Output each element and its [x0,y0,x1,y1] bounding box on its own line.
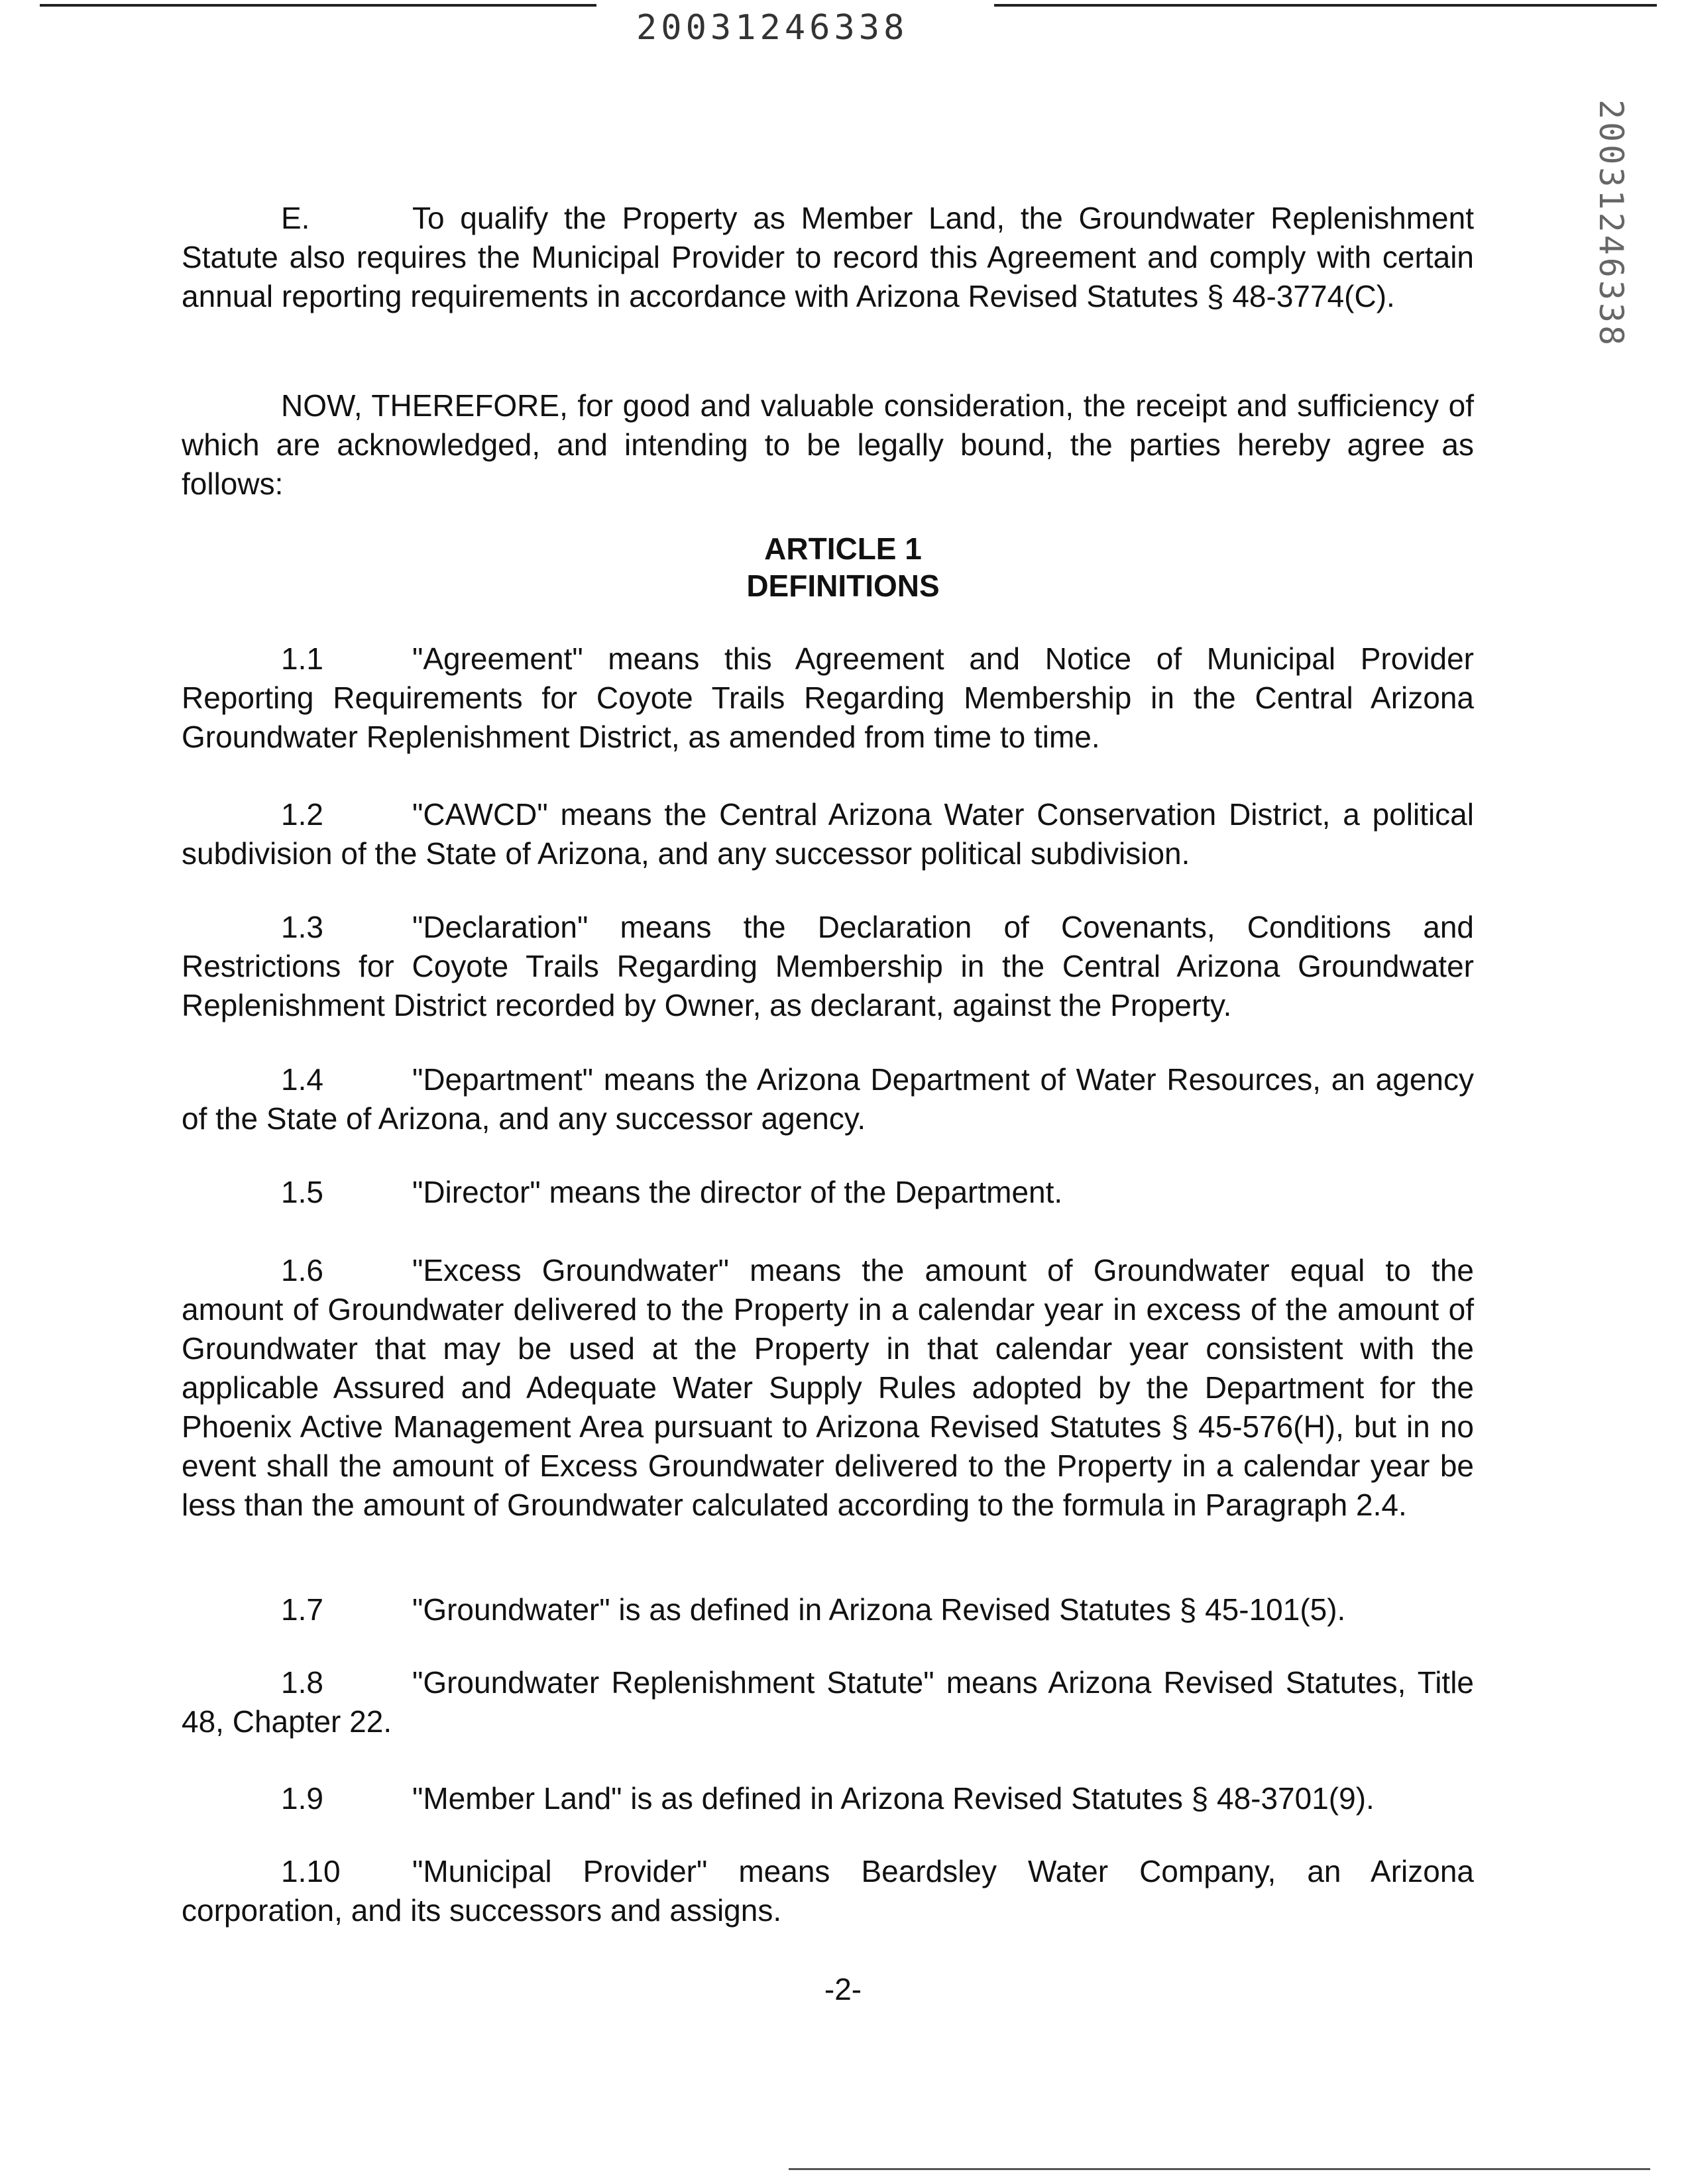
definition-1-8 [182,1663,1474,1741]
definition-text: "Member Land" is as defined in Arizona Revised Statutes § 48-3701(9). [412,1781,1375,1816]
document-number: 20031246338 [636,8,909,48]
definition-1-6 [182,1251,1474,1525]
definition-number: 1.3 [281,910,323,944]
article-heading [0,530,1686,604]
side-document-stamp [1577,99,1630,349]
paragraph-e [182,199,1474,316]
page-number: -2- [824,1972,862,2006]
definition-text: "Declaration" means the Declaration of Covenants, Conditions and Restrictions for Coyote Trails Regarding Membership in the Central Arizona Groundwater Replenishment District recorded by Owner, as declarant, against the Property. [182,910,1474,1022]
definition-number: 1.2 [281,797,323,832]
paragraph-e-label: E. [281,201,310,235]
paragraph-now-therefore [182,386,1474,504]
definition-number: 1.1 [281,641,323,676]
definition-text: "Director" means the director of the Department. [412,1175,1063,1209]
definition-1-9 [182,1779,1474,1818]
definition-text: "Groundwater" is as defined in Arizona Revised Statutes § 45-101(5). [412,1592,1346,1627]
definition-number: 1.6 [281,1253,323,1287]
bottom-rule [789,2168,1650,2170]
article-subtitle: DEFINITIONS [746,569,940,603]
definition-1-3 [182,908,1474,1025]
side-document-number: 20031246338 [1592,99,1630,349]
definition-number: 1.8 [281,1665,323,1700]
definition-text: "CAWCD" means the Central Arizona Water Conservation District, a political subdivision of the State of Arizona, and any successor political subdivision. [182,797,1474,871]
definition-number: 1.4 [281,1062,323,1097]
definition-text: "Excess Groundwater" means the amount of Groundwater equal to the amount of Groundwater delivered to the Property in a calendar year in excess of the amount of Groundwater that may be used at the Property in that calendar year consistent with the applicable Assured and Adequate Water Supply Rules adopted by the Department for the Phoenix Active Management Area pursuant to Arizona Revised Statutes § 45-576(H), but in no event shall the amount of Excess Groundwater delivered to the Property in a calendar year be less than the amount of Groundwater calculated according to the formula in Paragraph 2.4. [182,1253,1474,1522]
definition-1-4 [182,1060,1474,1138]
definition-text: "Agreement" means this Agreement and Notice of Municipal Provider Reporting Requirements for Coyote Trails Regarding Membership in the Central Arizona Groundwater Replenishment District, as amended from time to time. [182,641,1474,754]
definition-number: 1.5 [281,1175,323,1209]
definition-number: 1.10 [281,1854,341,1888]
definition-number: 1.7 [281,1592,323,1627]
definition-1-5 [182,1173,1474,1212]
definition-number: 1.9 [281,1781,323,1816]
now-therefore-text: NOW, THEREFORE, for good and valuable consideration, the receipt and sufficiency of which are acknowledged, and intending to be legally bound, the parties hereby agree as follows: [182,388,1474,501]
paragraph-e-text: To qualify the Property as Member Land, the Groundwater Replenishment Statute also requires the Municipal Provider to record this Agreement and comply with certain annual reporting requirements in accordance with Arizona Revised Statutes § 48-3774(C). [182,201,1474,313]
definition-1-1 [182,639,1474,757]
article-title: ARTICLE 1 [764,531,922,566]
definition-1-10 [182,1852,1474,1930]
definition-1-2 [182,795,1474,873]
definition-text: "Groundwater Replenishment Statute" means Arizona Revised Statutes, Title 48, Chapter 22. [182,1665,1474,1739]
definition-text: "Department" means the Arizona Department of Water Resources, an agency of the State of Arizona, and any successor agency. [182,1062,1474,1136]
definition-text: "Municipal Provider" means Beardsley Water Company, an Arizona corporation, and its successors and assigns. [182,1854,1474,1928]
definition-1-7 [182,1590,1474,1629]
